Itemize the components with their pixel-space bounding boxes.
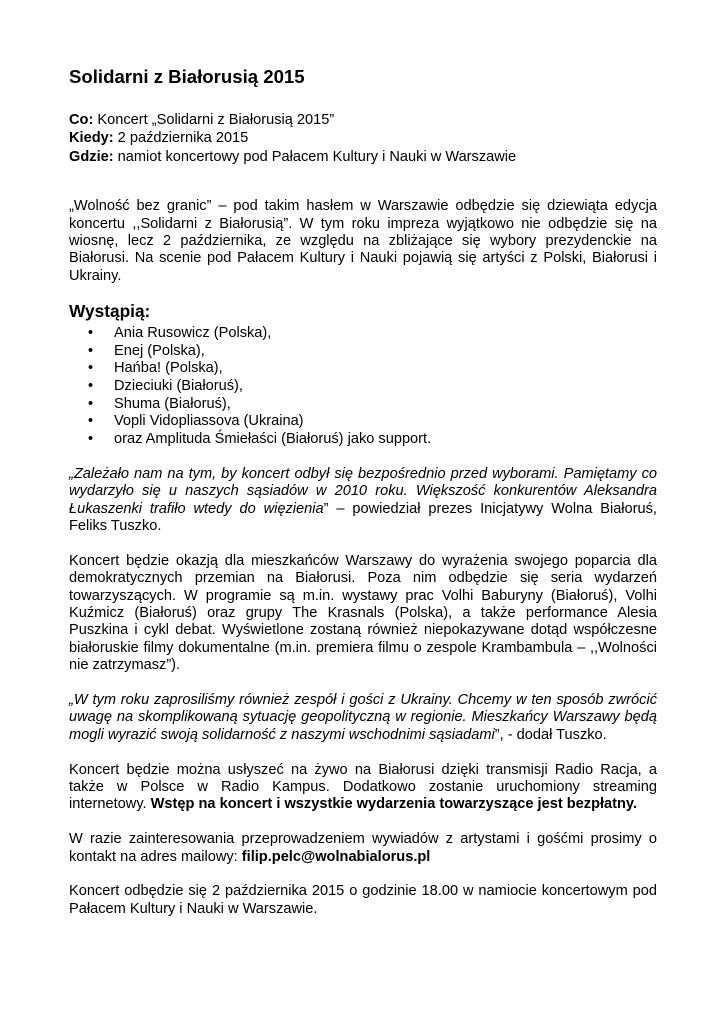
performers-heading: Wystąpią:	[69, 301, 151, 322]
meta-co-label: Co:	[69, 112, 94, 128]
contact-paragraph	[69, 831, 657, 866]
list-item: • Vopli Vidopliassova (Ukraina)	[69, 413, 657, 431]
list-item: • Ania Rusowicz (Polska),	[69, 325, 657, 343]
program-paragraph: Koncert będzie okazją dla mieszkańców Warszawy do wyrażenia swojego poparcia dla demokratycznych przemian na Białorusi. Poza nim odbędzie się seria wydarzeń towarzyszących. W programie są m.in. wystawy prac Volhi Baburyny (Białoruś), Volhi Kuźmicz (Białoruś) oraz grupy The Krasnals (Polska), a także performance Alesia Puszkina i cykl debat. Wyświetlone zostaną również niepokazywane dotąd współczesne białoruskie filmy dokumentalne (m.in. premiera filmu o zespole Krambambula – ,,Wolności nie zatrzymasz”).	[69, 552, 657, 674]
contact-email[interactable]: filip.pelc@wolnabialorus.pl	[241, 848, 431, 865]
quote-paragraph-1	[69, 466, 657, 536]
list-item: • Enej (Polska),	[69, 343, 657, 361]
broadcast-paragraph	[69, 762, 657, 814]
quote-2-italic: „W tym roku zaprosiliśmy również zespół i gości z Ukrainy. Chcemy w ten sposób zwrócić uwagę na skomplikowaną sytuację geopolityczną w regionie. Mieszkańcy Warszawy będą mogli wyrazić swoją solidarność z naszymi wschodnimi sąsiadami	[69, 692, 657, 743]
list-item: • Hańba! (Polska),	[69, 360, 657, 378]
quote-paragraph-2	[69, 692, 657, 744]
meta-co	[69, 112, 657, 129]
quote-1-attribution: ” – powiedział prezes Inicjatywy Wolna Białoruś, Feliks Tuszko.	[69, 500, 657, 535]
meta-gdzie-label: Gdzie:	[69, 148, 114, 165]
quote-1-italic: „Zależało nam na tym, by koncert odbył się bezpośrednio przed wyborami. Pamiętamy co wydarzyło się u naszych sąsiadów w 2010 roku. Większość konkurentów Aleksandra Łukaszenki trafiło wtedy do więzienia	[69, 465, 657, 517]
document-page	[69, 66, 657, 918]
broadcast-text: Koncert będzie można usłyszeć na żywo na Białorusi dzięki transmisji Radio Racja, a także w Polsce w Radio Kampus. Dodatkowo zostanie uruchomiony streaming internetowy.	[69, 761, 657, 813]
meta-gdzie-value: namiot koncertowy pod Pałacem Kultury i Nauki w Warszawie	[113, 148, 517, 165]
meta-kiedy	[69, 130, 657, 147]
final-paragraph: Koncert odbędzie się 2 października 2015 o godzinie 18.00 w namiocie koncertowym pod Pałacem Kultury i Nauki w Warszawie.	[69, 883, 657, 917]
document-title: Solidarni z Białorusią 2015	[69, 66, 305, 87]
free-entry-text: Wstęp na koncert i wszystkie wydarzenia towarzyszące jest bezpłatny.	[150, 796, 638, 813]
contact-text: W razie zainteresowania przeprowadzeniem wywiadów z artystami i gośćmi prosimy o kontakt na adres mailowy:	[69, 831, 657, 865]
performers-list	[69, 325, 657, 448]
meta-co-value: Koncert „Solidarni z Białorusią 2015”	[93, 112, 335, 128]
meta-kiedy-value: 2 października 2015	[113, 130, 249, 147]
list-item: • Dzieciuki (Białoruś),	[69, 378, 657, 396]
list-item: • Shuma (Białoruś),	[69, 396, 657, 414]
quote-2-attribution: ”, - dodał Tuszko.	[494, 726, 607, 743]
meta-kiedy-label: Kiedy:	[69, 130, 114, 147]
meta-gdzie	[69, 149, 657, 166]
intro-paragraph: „Wolność bez granic” – pod takim hasłem w Warszawie odbędzie się dziewiąta edycja koncertu ,,Solidarni z Białorusią”. W tym roku impreza wyjątkowo nie odbędzie się na wiosnę, lecz 2 października, ze względu na zbliżające się wybory prezydenckie na Białorusi. Na scenie pod Pałacem Kultury i Nauki pojawią się artyści z Polski, Białorusi i Ukrainy.	[69, 198, 657, 284]
list-item: • oraz Amplituda Śmiełaści (Białoruś) jako support.	[69, 431, 657, 449]
